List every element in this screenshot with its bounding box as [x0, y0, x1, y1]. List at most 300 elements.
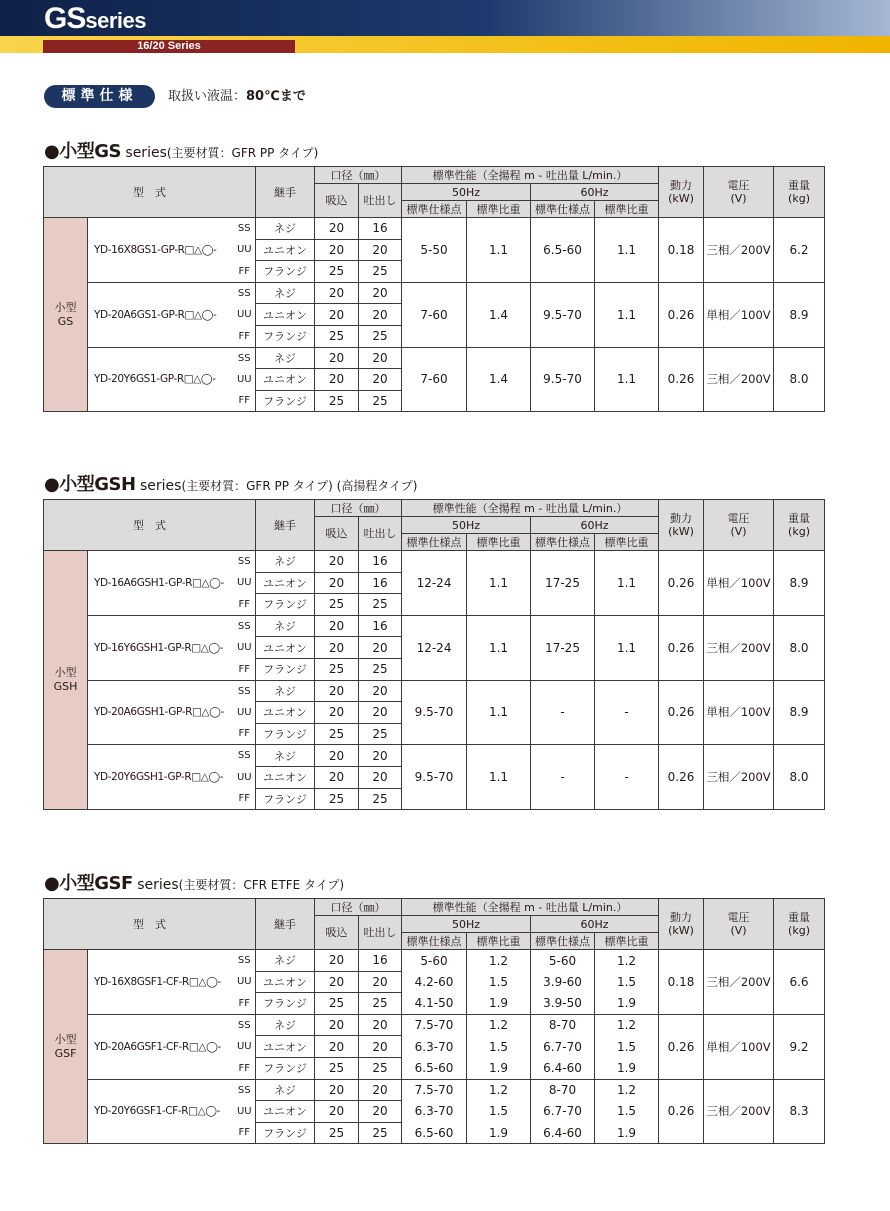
voltage-value: 単相／100V — [704, 1014, 774, 1079]
suction-diameter: 20 — [315, 637, 359, 659]
section-title-gsf — [44, 873, 344, 896]
joint-type: フランジ — [256, 723, 315, 745]
std-gravity-50: 1.1 — [467, 615, 531, 680]
joint-type: ネジ — [256, 680, 315, 702]
section-title-main: ●小型GSH — [44, 474, 136, 495]
std-gravity-60: 1.5 — [595, 971, 659, 993]
discharge-diameter: 25 — [359, 1057, 402, 1079]
voltage-value: 単相／100V — [704, 551, 774, 616]
voltage-value: 三相／200V — [704, 218, 774, 283]
discharge-diameter: 20 — [359, 1101, 402, 1123]
discharge-diameter: 25 — [359, 658, 402, 680]
joint-type: フランジ — [256, 261, 315, 283]
std-point-50: 6.5-60 — [402, 1057, 467, 1079]
std-gravity-50-header: 標準比重 — [467, 201, 531, 218]
discharge-header: 吐出し — [359, 184, 402, 218]
header-label: 電圧 — [727, 911, 750, 924]
suction-diameter: 20 — [315, 369, 359, 391]
std-point-50-header: 標準仕様点 — [402, 201, 467, 218]
std-gravity-60-header: 標準比重 — [595, 933, 659, 950]
performance-header: 標準性能（全揚程 m - 吐出量 L/min.） — [402, 167, 659, 184]
model-name: YD-20Y6GSH1-GP-R□△◯- — [88, 745, 234, 810]
header-unit: (kg) — [788, 192, 810, 205]
voltage-value: 三相／200V — [704, 1079, 774, 1144]
table-row — [44, 680, 825, 702]
joint-code: SS — [234, 1014, 256, 1036]
suction-diameter: 25 — [315, 1122, 359, 1144]
joint-type: ネジ — [256, 745, 315, 767]
suction-diameter: 25 — [315, 1057, 359, 1079]
std-gravity-60: 1.5 — [595, 1101, 659, 1123]
joint-type: フランジ — [256, 1057, 315, 1079]
model-name: YD-16A6GSH1-GP-R□△◯- — [88, 551, 234, 616]
header-row — [44, 167, 825, 184]
joint-code: SS — [234, 1079, 256, 1101]
std-gravity-60: 1.5 — [595, 1036, 659, 1058]
suction-diameter: 20 — [315, 572, 359, 594]
discharge-diameter: 20 — [359, 766, 402, 788]
discharge-diameter: 20 — [359, 1036, 402, 1058]
discharge-header: 吐出し — [359, 517, 402, 551]
suction-diameter: 25 — [315, 993, 359, 1015]
joint-code: SS — [234, 347, 256, 369]
table-body — [44, 950, 825, 1144]
std-gravity-60: - — [595, 745, 659, 810]
table-row — [44, 551, 825, 573]
discharge-diameter: 25 — [359, 993, 402, 1015]
spec-table-gsh — [43, 499, 825, 810]
weight-header — [774, 899, 825, 950]
discharge-header: 吐出し — [359, 916, 402, 950]
discharge-diameter: 20 — [359, 745, 402, 767]
category-prefix: 小型 — [54, 300, 77, 314]
model-name: YD-16X8GSF1-CF-R□△◯- — [88, 950, 234, 1015]
suction-header: 吸込 — [315, 916, 359, 950]
joint-type: フランジ — [256, 325, 315, 347]
std-gravity-60: 1.9 — [595, 1122, 659, 1144]
suction-diameter: 20 — [315, 347, 359, 369]
hz50-header: 50Hz — [402, 184, 531, 201]
std-gravity-50-header: 標準比重 — [467, 933, 531, 950]
diameter-header: 口径（㎜） — [315, 500, 402, 517]
discharge-diameter: 25 — [359, 1122, 402, 1144]
std-gravity-60: 1.1 — [595, 282, 659, 347]
voltage-value: 三相／200V — [704, 347, 774, 412]
std-point-50: 9.5-70 — [402, 680, 467, 745]
joint-code: SS — [234, 551, 256, 573]
joint-type: ユニオン — [256, 1036, 315, 1058]
discharge-diameter: 16 — [359, 551, 402, 573]
category-cell — [44, 950, 88, 1144]
model-name: YD-16Y6GSH1-GP-R□△◯- — [88, 615, 234, 680]
std-point-50: 4.2-60 — [402, 971, 467, 993]
suction-diameter: 20 — [315, 239, 359, 261]
performance-header: 標準性能（全揚程 m - 吐出量 L/min.） — [402, 500, 659, 517]
discharge-diameter: 20 — [359, 304, 402, 326]
header-unit: (V) — [730, 525, 747, 538]
weight-value: 8.9 — [774, 551, 825, 616]
header-unit: (kW) — [668, 924, 694, 937]
diameter-header: 口径（㎜） — [315, 899, 402, 916]
discharge-diameter: 16 — [359, 572, 402, 594]
joint-code: FF — [234, 993, 256, 1015]
std-point-50: 7-60 — [402, 347, 467, 412]
section-title-main: ●小型GSF — [44, 873, 133, 894]
discharge-diameter: 25 — [359, 723, 402, 745]
std-point-50: 12-24 — [402, 615, 467, 680]
header-subtitle: 16/20 Series — [43, 40, 295, 53]
suction-diameter: 20 — [315, 702, 359, 724]
hz60-header: 60Hz — [531, 517, 659, 534]
joint-type: ユニオン — [256, 637, 315, 659]
joint-type: ネジ — [256, 551, 315, 573]
std-point-50-header: 標準仕様点 — [402, 933, 467, 950]
discharge-diameter: 20 — [359, 369, 402, 391]
table-row — [44, 347, 825, 369]
weight-value: 9.2 — [774, 1014, 825, 1079]
std-gravity-60: 1.1 — [595, 347, 659, 412]
joint-code: SS — [234, 950, 256, 972]
section-title-note: (主要材質：GFR PP タイプ) — [181, 479, 333, 493]
power-value: 0.26 — [659, 680, 704, 745]
std-point-60-header: 標準仕様点 — [531, 933, 595, 950]
voltage-value: 三相／200V — [704, 745, 774, 810]
joint-code: FF — [234, 788, 256, 810]
joint-type: フランジ — [256, 1122, 315, 1144]
std-gravity-50: 1.2 — [467, 1014, 531, 1036]
power-header — [659, 500, 704, 551]
joint-type: ユニオン — [256, 304, 315, 326]
power-header — [659, 167, 704, 218]
std-point-50: 5-50 — [402, 218, 467, 283]
suction-header: 吸込 — [315, 517, 359, 551]
power-value: 0.26 — [659, 347, 704, 412]
model-name: YD-20A6GSF1-CF-R□△◯- — [88, 1014, 234, 1079]
std-point-50: 9.5-70 — [402, 745, 467, 810]
std-point-50-header: 標準仕様点 — [402, 534, 467, 551]
section-title-note: (主要材質：GFR PP タイプ) — [166, 146, 319, 160]
std-point-60: 17-25 — [531, 615, 595, 680]
joint-code: UU — [234, 1101, 256, 1123]
std-gravity-50: 1.1 — [467, 745, 531, 810]
logo-gs: GS — [44, 2, 86, 35]
std-gravity-50: 1.5 — [467, 971, 531, 993]
discharge-diameter: 20 — [359, 702, 402, 724]
std-gravity-60: 1.1 — [595, 551, 659, 616]
category-suffix: GSH — [53, 680, 78, 694]
header-row — [44, 500, 825, 517]
std-point-50: 6.5-60 — [402, 1122, 467, 1144]
joint-code: SS — [234, 615, 256, 637]
discharge-diameter: 25 — [359, 261, 402, 283]
header-unit: (kg) — [788, 525, 810, 538]
temp-value: 80℃まで — [246, 89, 306, 104]
joint-type: フランジ — [256, 788, 315, 810]
header-label: 動力 — [670, 512, 693, 525]
header-label: 重量 — [788, 911, 811, 924]
suction-diameter: 20 — [315, 766, 359, 788]
std-gravity-60: 1.2 — [595, 1079, 659, 1101]
model-header: 型 式 — [44, 899, 256, 950]
power-value: 0.26 — [659, 615, 704, 680]
std-point-60-header: 標準仕様点 — [531, 201, 595, 218]
discharge-diameter: 20 — [359, 1079, 402, 1101]
suction-diameter: 25 — [315, 594, 359, 616]
joint-code: FF — [234, 325, 256, 347]
std-point-50: 7-60 — [402, 282, 467, 347]
discharge-diameter: 20 — [359, 637, 402, 659]
weight-value: 8.0 — [774, 615, 825, 680]
model-header: 型 式 — [44, 167, 256, 218]
voltage-value: 単相／100V — [704, 282, 774, 347]
weight-value: 8.0 — [774, 745, 825, 810]
discharge-diameter: 25 — [359, 325, 402, 347]
section-title-note: (主要材質：CFR ETFE タイプ) — [178, 878, 345, 892]
std-point-60: 8-70 — [531, 1014, 595, 1036]
model-name: YD-20A6GS1-GP-R□△◯- — [88, 282, 234, 347]
weight-value: 8.9 — [774, 680, 825, 745]
std-gravity-60-header: 標準比重 — [595, 201, 659, 218]
std-point-60: 6.5-60 — [531, 218, 595, 283]
std-gravity-50: 1.9 — [467, 1057, 531, 1079]
category-cell — [44, 551, 88, 810]
category-suffix: GSF — [54, 1046, 77, 1060]
std-point-60: 6.7-70 — [531, 1036, 595, 1058]
suction-diameter: 20 — [315, 615, 359, 637]
weight-header — [774, 167, 825, 218]
std-gravity-60: 1.2 — [595, 1014, 659, 1036]
suction-diameter: 25 — [315, 723, 359, 745]
section-title-gs — [44, 141, 318, 164]
diameter-header: 口径（㎜） — [315, 167, 402, 184]
joint-type: ユニオン — [256, 702, 315, 724]
joint-code: UU — [234, 637, 256, 659]
std-gravity-60-header: 標準比重 — [595, 534, 659, 551]
std-gravity-50: 1.1 — [467, 680, 531, 745]
std-gravity-50: 1.9 — [467, 1122, 531, 1144]
model-name: YD-20Y6GS1-GP-R□△◯- — [88, 347, 234, 412]
category-suffix: GS — [57, 314, 74, 328]
model-name: YD-20A6GSH1-GP-R□△◯- — [88, 680, 234, 745]
header-label: 電圧 — [727, 179, 750, 192]
header-row — [44, 899, 825, 916]
header-unit: (kW) — [668, 192, 694, 205]
section-title-series: series — [120, 145, 167, 161]
discharge-diameter: 16 — [359, 615, 402, 637]
joint-type: フランジ — [256, 658, 315, 680]
weight-header — [774, 500, 825, 551]
table-body — [44, 218, 825, 412]
joint-type: フランジ — [256, 594, 315, 616]
hz50-header: 50Hz — [402, 916, 531, 933]
joint-code: UU — [234, 766, 256, 788]
joint-type: ユニオン — [256, 766, 315, 788]
std-point-60: 5-60 — [531, 950, 595, 972]
power-value: 0.18 — [659, 950, 704, 1015]
joint-code: UU — [234, 304, 256, 326]
voltage-header — [704, 500, 774, 551]
joint-code: SS — [234, 680, 256, 702]
power-header — [659, 899, 704, 950]
std-point-50: 4.1-50 — [402, 993, 467, 1015]
std-point-60: 6.7-70 — [531, 1101, 595, 1123]
voltage-value: 三相／200V — [704, 950, 774, 1015]
section-title-series: series — [135, 478, 182, 494]
std-point-60: 6.4-60 — [531, 1057, 595, 1079]
joint-header: 継手 — [256, 500, 315, 551]
joint-type: ネジ — [256, 950, 315, 972]
joint-type: ユニオン — [256, 239, 315, 261]
std-point-60: 8-70 — [531, 1079, 595, 1101]
discharge-diameter: 16 — [359, 218, 402, 240]
header-label: 電圧 — [727, 512, 750, 525]
joint-type: ユニオン — [256, 572, 315, 594]
table-row — [44, 218, 825, 240]
voltage-value: 三相／200V — [704, 615, 774, 680]
discharge-diameter: 20 — [359, 1014, 402, 1036]
joint-type: ネジ — [256, 615, 315, 637]
std-gravity-50: 1.4 — [467, 282, 531, 347]
suction-diameter: 25 — [315, 788, 359, 810]
table-row — [44, 1014, 825, 1036]
std-gravity-50: 1.1 — [467, 218, 531, 283]
header-unit: (V) — [730, 924, 747, 937]
joint-type: ネジ — [256, 1079, 315, 1101]
joint-code: UU — [234, 572, 256, 594]
table-header — [44, 167, 825, 218]
std-point-60: 3.9-50 — [531, 993, 595, 1015]
std-point-60: 9.5-70 — [531, 282, 595, 347]
suction-diameter: 20 — [315, 304, 359, 326]
joint-type: フランジ — [256, 390, 315, 412]
discharge-diameter: 25 — [359, 788, 402, 810]
suction-diameter: 20 — [315, 745, 359, 767]
voltage-header — [704, 899, 774, 950]
joint-type: ユニオン — [256, 971, 315, 993]
model-header: 型 式 — [44, 500, 256, 551]
std-gravity-50: 1.9 — [467, 993, 531, 1015]
power-value: 0.26 — [659, 1014, 704, 1079]
std-point-50: 5-60 — [402, 950, 467, 972]
weight-value: 8.3 — [774, 1079, 825, 1144]
series-logo — [44, 2, 146, 36]
joint-code: FF — [234, 261, 256, 283]
weight-value: 8.9 — [774, 282, 825, 347]
header-label: 動力 — [670, 179, 693, 192]
header-label: 重量 — [788, 512, 811, 525]
liquid-temperature — [168, 88, 306, 105]
std-gravity-50: 1.2 — [467, 950, 531, 972]
std-gravity-60: 1.9 — [595, 1057, 659, 1079]
suction-header: 吸込 — [315, 184, 359, 218]
std-point-60: - — [531, 680, 595, 745]
std-point-50: 6.3-70 — [402, 1101, 467, 1123]
std-point-60: 3.9-60 — [531, 971, 595, 993]
power-value: 0.26 — [659, 551, 704, 616]
std-gravity-50: 1.5 — [467, 1036, 531, 1058]
suction-diameter: 20 — [315, 282, 359, 304]
std-gravity-60: 1.1 — [595, 615, 659, 680]
std-gravity-50: 1.1 — [467, 551, 531, 616]
category-prefix: 小型 — [54, 1032, 77, 1046]
joint-type: フランジ — [256, 993, 315, 1015]
table-header — [44, 899, 825, 950]
suction-diameter: 25 — [315, 390, 359, 412]
std-gravity-60: 1.2 — [595, 950, 659, 972]
section-title-series: series — [132, 877, 179, 893]
joint-code: FF — [234, 658, 256, 680]
joint-code: UU — [234, 239, 256, 261]
header-unit: (kW) — [668, 525, 694, 538]
voltage-value: 単相／100V — [704, 680, 774, 745]
joint-type: ユニオン — [256, 369, 315, 391]
suction-diameter: 20 — [315, 1036, 359, 1058]
category-prefix: 小型 — [54, 666, 77, 680]
weight-value: 8.0 — [774, 347, 825, 412]
joint-type: ネジ — [256, 1014, 315, 1036]
suction-diameter: 20 — [315, 1079, 359, 1101]
discharge-diameter: 25 — [359, 594, 402, 616]
joint-code: FF — [234, 1122, 256, 1144]
table-row — [44, 282, 825, 304]
joint-header: 継手 — [256, 167, 315, 218]
discharge-diameter: 20 — [359, 239, 402, 261]
spec-table-gs — [43, 166, 825, 412]
hz60-header: 60Hz — [531, 184, 659, 201]
header-unit: (V) — [730, 192, 747, 205]
std-point-60: - — [531, 745, 595, 810]
suction-diameter: 20 — [315, 551, 359, 573]
joint-code: UU — [234, 369, 256, 391]
joint-code: SS — [234, 745, 256, 767]
table-header — [44, 500, 825, 551]
joint-code: SS — [234, 282, 256, 304]
discharge-diameter: 20 — [359, 347, 402, 369]
hz60-header: 60Hz — [531, 916, 659, 933]
joint-code: FF — [234, 723, 256, 745]
model-name: YD-16X8GS1-GP-R□△◯- — [88, 218, 234, 283]
power-value: 0.26 — [659, 745, 704, 810]
std-gravity-50: 1.5 — [467, 1101, 531, 1123]
std-point-50: 7.5-70 — [402, 1079, 467, 1101]
std-point-60: 9.5-70 — [531, 347, 595, 412]
discharge-diameter: 16 — [359, 950, 402, 972]
category-cell — [44, 218, 88, 412]
joint-code: UU — [234, 702, 256, 724]
discharge-diameter: 20 — [359, 282, 402, 304]
std-point-60-header: 標準仕様点 — [531, 534, 595, 551]
table-row — [44, 615, 825, 637]
suction-diameter: 20 — [315, 1101, 359, 1123]
std-gravity-60: 1.1 — [595, 218, 659, 283]
std-gravity-60: 1.9 — [595, 993, 659, 1015]
header-label: 重量 — [788, 179, 811, 192]
joint-code: FF — [234, 1057, 256, 1079]
std-point-50: 7.5-70 — [402, 1014, 467, 1036]
table-row — [44, 950, 825, 972]
power-value: 0.18 — [659, 218, 704, 283]
joint-code: UU — [234, 1036, 256, 1058]
std-point-60: 17-25 — [531, 551, 595, 616]
std-spec-badge: 標準仕様 — [44, 85, 155, 108]
std-point-50: 12-24 — [402, 551, 467, 616]
suction-diameter: 25 — [315, 325, 359, 347]
std-gravity-60: - — [595, 680, 659, 745]
joint-header: 継手 — [256, 899, 315, 950]
hz50-header: 50Hz — [402, 517, 531, 534]
performance-header: 標準性能（全揚程 m - 吐出量 L/min.） — [402, 899, 659, 916]
table-row — [44, 1079, 825, 1101]
